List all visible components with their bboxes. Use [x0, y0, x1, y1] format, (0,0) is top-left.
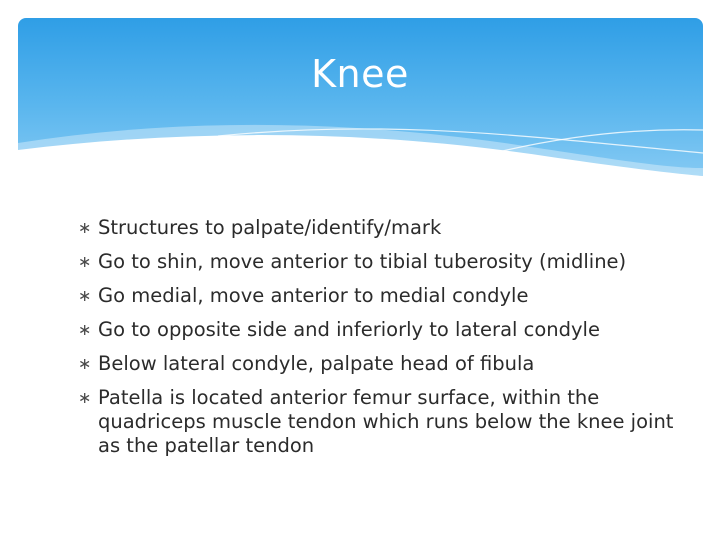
asterisk-icon: ∗ [78, 218, 92, 237]
bullet-text: Below lateral condyle, palpate head of fibula [98, 352, 535, 375]
asterisk-icon: ∗ [78, 286, 92, 305]
bullet-text: Go to shin, move anterior to tibial tuberosity (midline) [98, 250, 627, 273]
bullet-item [78, 216, 678, 240]
bullet-text: Go medial, move anterior to medial condyle [98, 284, 529, 307]
bullet-list [78, 216, 678, 468]
asterisk-icon: ∗ [78, 388, 92, 407]
bullet-item [78, 318, 678, 342]
bullet-text: Go to opposite side and inferiorly to lateral condyle [98, 318, 600, 341]
bullet-item [78, 284, 678, 308]
bullet-item [78, 352, 678, 376]
bullet-text: Structures to palpate/identify/mark [98, 216, 442, 239]
title-banner [18, 18, 703, 178]
asterisk-icon: ∗ [78, 320, 92, 339]
bullet-item [78, 250, 678, 274]
slide-title: Knee [311, 52, 409, 96]
bullet-text: Patella is located anterior femur surface, within the quadriceps muscle tendon which runs below the knee joint as the patellar tendon [98, 386, 674, 457]
banner-wave-decoration [18, 18, 703, 178]
bullet-item [78, 386, 678, 458]
asterisk-icon: ∗ [78, 354, 92, 373]
asterisk-icon: ∗ [78, 252, 92, 271]
